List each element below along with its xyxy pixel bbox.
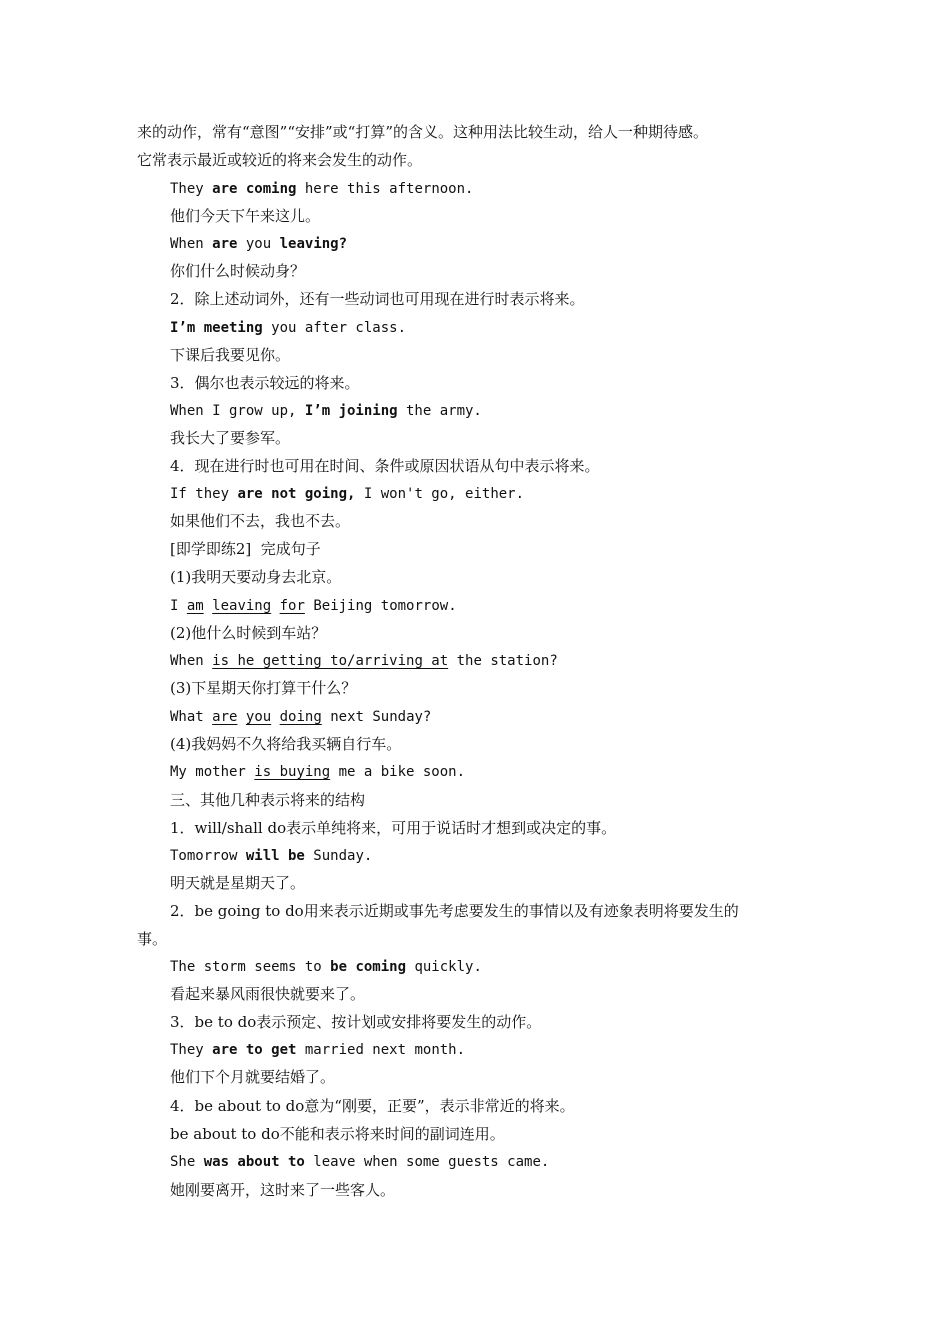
rule-4: 4．现在进行时也可用在时间、条件或原因状语从句中表示将来。 (170, 457, 600, 475)
example-translation: 明天就是星期天了。 (170, 874, 306, 892)
example-translation: 如果他们不去，我也不去。 (170, 512, 351, 530)
intro-line-2: 它常表示最近或较近的将来会发生的动作。 (137, 151, 423, 169)
practice-question: (3)下星期天你打算干什么？ (170, 679, 357, 697)
rule-3: 3．偶尔也表示较远的将来。 (170, 374, 360, 392)
practice-answer: When is he getting to/arriving at the station? (170, 653, 558, 669)
example-translation: 他们今天下午来这儿。 (170, 207, 321, 225)
example-sentence: I’m meeting you after class. (170, 320, 407, 336)
rule-be-going-to: 2．be going to do用来表示近期或事先考虑要发生的事情以及有迹象表明将要发生的 (170, 902, 739, 920)
example-sentence: She was about to leave when some guests came. (170, 1154, 550, 1170)
example-sentence: When I grow up, I’m joining the army. (170, 403, 482, 419)
practice-question: (2)他什么时候到车站？ (170, 624, 327, 642)
rule-be-to: 3．be to do表示预定、按计划或安排将要发生的动作。 (170, 1013, 542, 1031)
example-translation: 你们什么时候动身？ (170, 262, 306, 280)
practice-answer: I am leaving for Beijing tomorrow. (170, 598, 457, 614)
rule-2: 2．除上述动词外，还有一些动词也可用现在进行时表示将来。 (170, 290, 585, 308)
example-sentence: They are coming here this afternoon. (170, 181, 474, 197)
example-translation: 看起来暴风雨很快就要来了。 (170, 985, 366, 1003)
rule-note: be about to do不能和表示将来时间的副词连用。 (170, 1125, 505, 1143)
example-sentence: When are you leaving? (170, 236, 348, 252)
section-heading: 三、其他几种表示将来的结构 (170, 791, 366, 809)
intro-line-1: 来的动作，常有“意图”“安排”或“打算”的含义。这种用法比较生动，给人一种期待感。 (137, 123, 709, 141)
example-translation: 下课后我要见你。 (170, 346, 291, 364)
rule-be-about-to: 4．be about to do意为“刚要，正要”，表示非常近的将来。 (170, 1097, 575, 1115)
rule-be-going-to-cont: 事。 (137, 930, 168, 948)
example-translation: 我长大了要参军。 (170, 429, 291, 447)
practice-answer: What are you doing next Sunday? (170, 709, 432, 725)
example-translation: 他们下个月就要结婚了。 (170, 1068, 336, 1086)
example-sentence: They are to get married next month. (170, 1042, 466, 1058)
example-sentence: If they are not going, I won't go, either. (170, 486, 525, 502)
example-sentence: The storm seems to be coming quickly. (170, 959, 482, 975)
practice-question: (4)我妈妈不久将给我买辆自行车。 (170, 735, 402, 753)
rule-will-shall: 1．will/shall do表示单纯将来，可用于说话时才想到或决定的事。 (170, 819, 617, 837)
example-translation: 她刚要离开，这时来了一些客人。 (170, 1181, 396, 1199)
example-sentence: Tomorrow will be Sunday. (170, 848, 373, 864)
practice-answer: My mother is buying me a bike soon. (170, 764, 466, 780)
practice-heading: [即学即练2] 完成句子 (170, 540, 321, 558)
practice-question: (1)我明天要动身去北京。 (170, 568, 342, 586)
